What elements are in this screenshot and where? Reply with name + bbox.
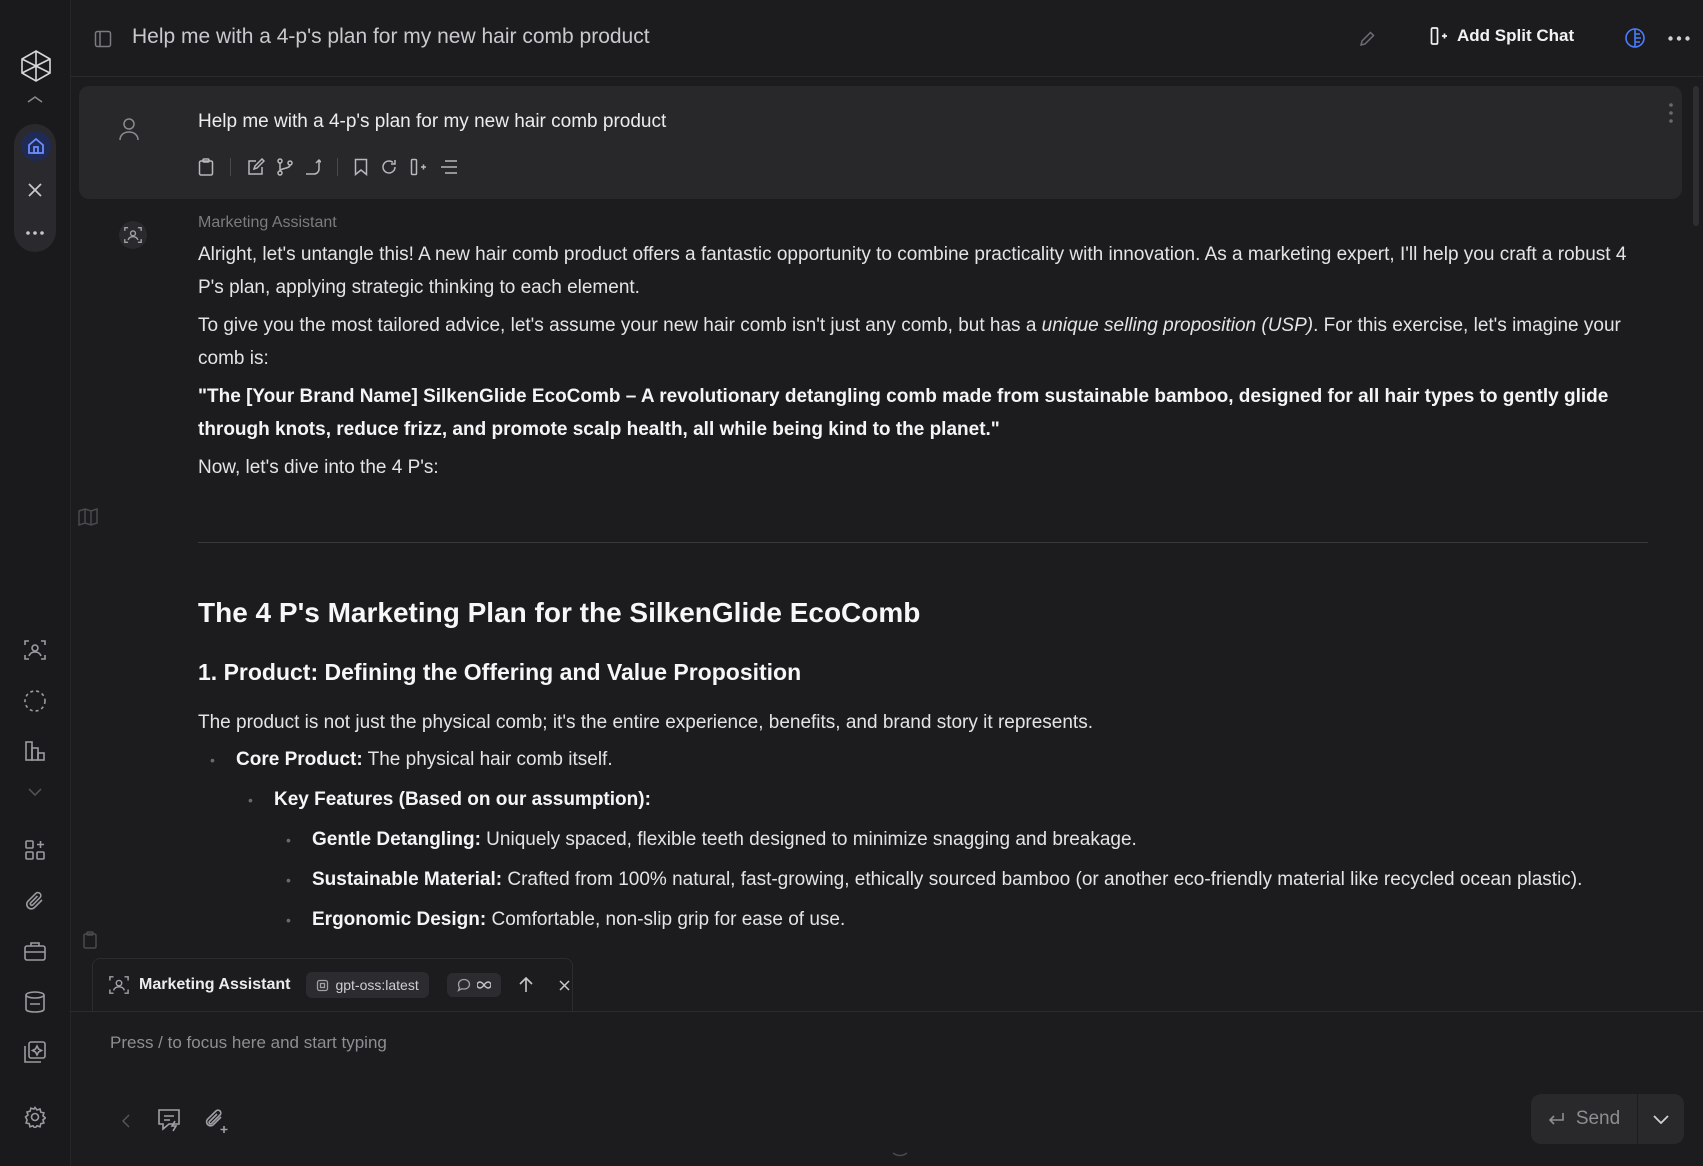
user-message [79, 86, 1682, 199]
split-icon [1430, 26, 1448, 46]
split-message-icon[interactable] [410, 158, 428, 176]
chat-title: Help me with a 4-p's plan for my new hair comb product [132, 25, 650, 48]
user-message-text: Help me with a 4-p's plan for my new hair comb product [198, 111, 667, 132]
scrollbar[interactable] [1693, 86, 1699, 226]
app-logo-icon[interactable] [18, 48, 54, 84]
feature-label: Sustainable Material: [312, 869, 503, 890]
usp-prefix: To give you the most tailored advice, let's assume your new hair comb isn't just any comb, but has a [198, 315, 1042, 336]
chevron-down-icon[interactable] [20, 785, 50, 799]
chat-bubble-icon [457, 978, 471, 992]
assistant-name: Marketing Assistant [198, 214, 337, 231]
feature-text: Crafted from 100% natural, fast-growing, ethically sourced bamboo (or another eco-friendly material like recycled ocean plastic). [502, 869, 1583, 890]
attachment-icon[interactable] [20, 886, 50, 916]
assistant-picker-icon[interactable] [109, 975, 129, 995]
toolbar-divider [337, 158, 338, 176]
message-menu-icon[interactable] [1669, 103, 1673, 123]
dashed-circle-icon[interactable] [20, 686, 50, 716]
more-icon[interactable] [20, 218, 50, 248]
model-status-icon[interactable] [1624, 27, 1646, 49]
outline-map-icon[interactable] [78, 508, 98, 526]
feature-text: Uniquely spaced, flexible teeth designed to minimize snagging and breakage. [480, 829, 1137, 850]
usp-suffix: . For this exercise, let's imagine your comb is: [198, 315, 1621, 369]
chevron-left-icon[interactable] [122, 1114, 130, 1128]
list-item [312, 903, 1648, 937]
assistant-icon[interactable] [20, 635, 50, 665]
copy-icon[interactable] [198, 158, 214, 176]
feature-label: Gentle Detangling: [312, 829, 481, 850]
bookmark-icon[interactable] [354, 158, 368, 176]
product-heading: 1. Product: Defining the Offering and Value Proposition [198, 659, 802, 685]
send-button-group [1531, 1094, 1684, 1144]
section-divider [198, 542, 1648, 543]
composer-input[interactable]: Press / to focus here and start typing [110, 1033, 387, 1052]
left-sidebar [0, 0, 71, 1166]
collapse-up-icon[interactable] [20, 92, 50, 106]
message-toolbar [198, 158, 458, 176]
settings-gear-icon[interactable] [20, 1102, 50, 1132]
message-composer [70, 1011, 1703, 1166]
text-align-icon[interactable] [440, 160, 458, 174]
user-avatar-icon [119, 117, 139, 141]
more-options-icon[interactable] [1668, 36, 1690, 41]
product-description: The product is not just the physical comb; it's the entire experience, benefits, and brand story it represents. [198, 712, 1093, 733]
product-quote: "The [Your Brand Name] SilkenGlide EcoComb – A revolutionary detangling comb made from sustainable bamboo, designed for all hair types to gently glide through knots, reduce frizz, and promote scalp health, all while being kind to the planet." [198, 386, 1609, 440]
intro-paragraph: Alright, let's untangle this! A new hair comb product offers a fantastic opportunity to combine practicality with innovation. As a marketing expert, I'll help you craft a robust 4 P's plan, applying strategic thinking to each element. [198, 244, 1627, 298]
list-item [312, 863, 1648, 897]
apps-icon[interactable] [20, 835, 50, 865]
edit-title-icon[interactable] [1358, 30, 1376, 48]
close-icon[interactable] [20, 175, 50, 205]
chart-icon[interactable] [20, 736, 50, 766]
branch-icon[interactable] [277, 158, 293, 176]
gallery-icon[interactable] [20, 1037, 50, 1067]
close-assistant-icon[interactable] [559, 980, 570, 991]
briefcase-icon[interactable] [20, 936, 50, 966]
send-label: Send [1575, 1108, 1621, 1129]
edit-icon[interactable] [247, 158, 265, 176]
list-item [236, 743, 1648, 777]
assistant-message [198, 214, 1648, 943]
key-features-label: Key Features (Based on our assumption): [274, 789, 651, 810]
regenerate-icon[interactable] [380, 158, 398, 176]
core-product-label: Core Product: [236, 749, 363, 770]
assistant-avatar-icon [119, 221, 147, 249]
add-split-chat-button[interactable] [1430, 26, 1574, 46]
infinity-icon [477, 981, 491, 989]
sidebar-toggle-icon[interactable] [94, 30, 112, 48]
dive-paragraph: Now, let's dive into the 4 P's: [198, 457, 439, 478]
composer-assistant-name[interactable]: Marketing Assistant [139, 976, 291, 993]
quick-prompt-icon[interactable] [156, 1107, 182, 1133]
context-limit-chip[interactable] [447, 973, 501, 997]
list-item [312, 823, 1648, 857]
archive-icon[interactable] [20, 987, 50, 1017]
toolbar-divider [230, 158, 231, 176]
composer-assistant-bar [92, 958, 573, 1011]
list-item [274, 783, 1648, 817]
model-icon [316, 979, 329, 992]
chat-header [70, 0, 1703, 77]
home-icon[interactable] [21, 131, 51, 161]
clipboard-side-icon[interactable] [83, 931, 97, 949]
enter-key-icon [1548, 1112, 1564, 1126]
arrow-up-icon[interactable] [519, 977, 533, 993]
attach-file-icon[interactable] [202, 1107, 230, 1135]
model-chip[interactable] [306, 972, 428, 998]
resize-handle-icon[interactable] [892, 1152, 908, 1158]
reply-icon[interactable] [305, 158, 321, 176]
feature-text: Comfortable, non-slip grip for ease of use. [486, 909, 846, 930]
add-split-chat-label: Add Split Chat [1457, 26, 1575, 45]
send-options-dropdown[interactable] [1637, 1094, 1684, 1144]
usp-paragraph [198, 309, 1648, 375]
usp-emphasis: unique selling proposition (USP) [1041, 315, 1314, 336]
chevron-down-icon [1653, 1115, 1669, 1124]
model-name: gpt-oss:latest [335, 977, 419, 993]
feature-label: Ergonomic Design: [312, 909, 487, 930]
plan-heading: The 4 P's Marketing Plan for the SilkenGlide EcoComb [198, 597, 921, 628]
send-button[interactable] [1531, 1094, 1637, 1144]
core-product-text: The physical hair comb itself. [362, 749, 613, 770]
